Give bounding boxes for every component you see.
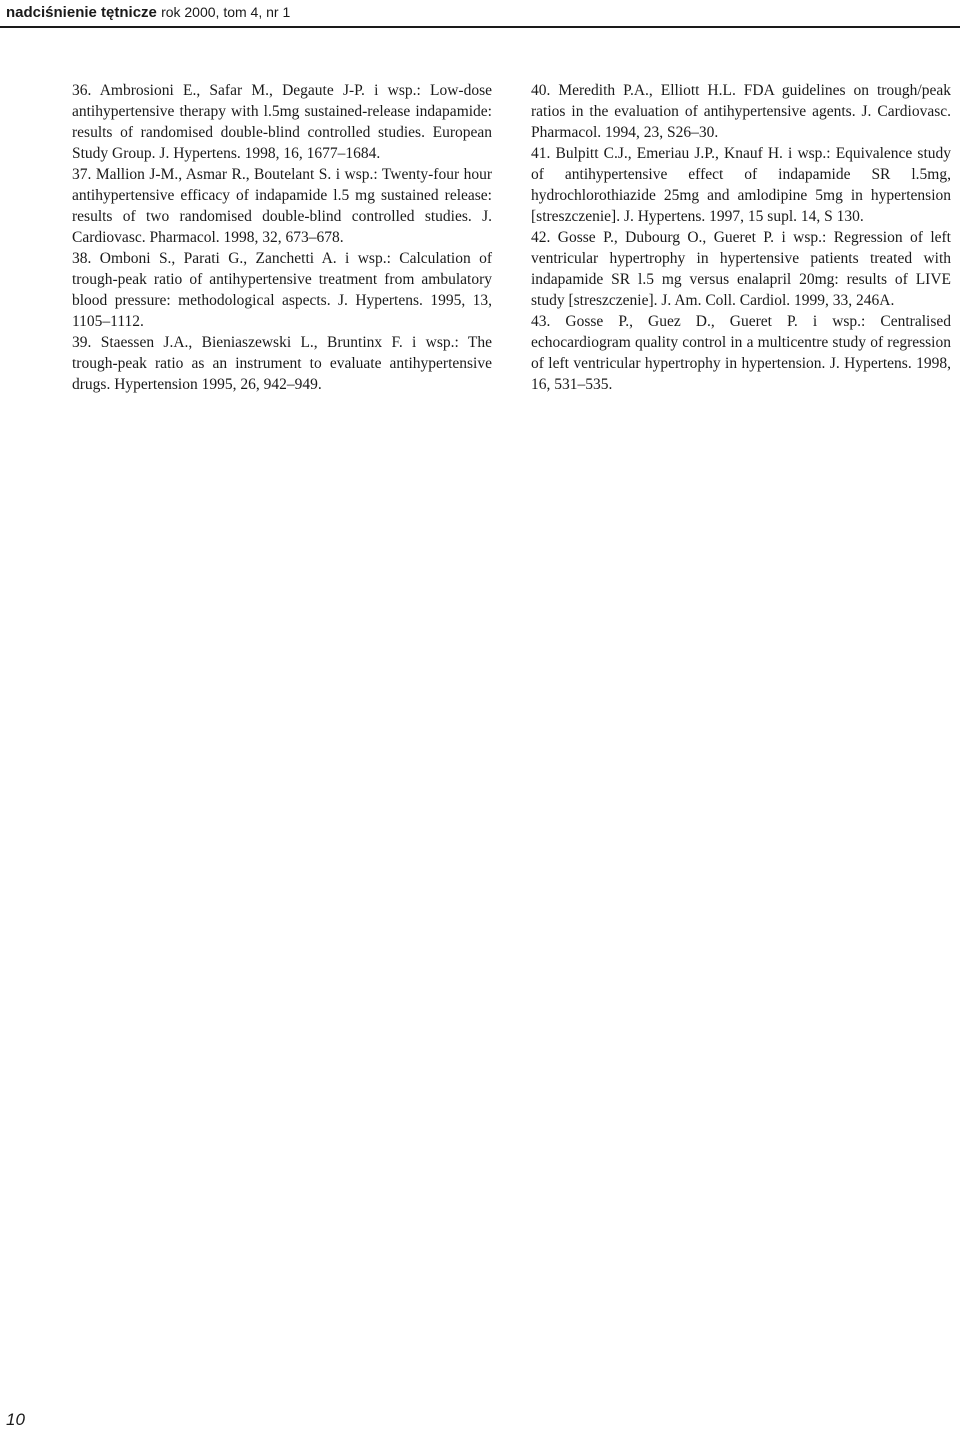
reference-36: 36. Ambrosioni E., Safar M., Degaute J-P. i wsp.: Low-dose antihypertensive therapy with l.5mg sustained-release indapamide: results of randomised double-blind controlled studies. European Study Group. J. Hypertens. 1998, 16, 1677–1684. [72, 82, 492, 162]
references-column-left [72, 80, 492, 395]
page-number: 10 [6, 1410, 25, 1429]
reference-37: 37. Mallion J-M., Asmar R., Boutelant S. i wsp.: Twenty-four hour antihypertensive efficacy of indapamide l.5 mg sustained release: results of two randomised double-blind controlled studies. J. Cardiovasc. Pharmacol. 1998, 32, 673–678. [72, 166, 492, 246]
header-rule [0, 26, 960, 28]
reference-40: 40. Meredith P.A., Elliott H.L. FDA guidelines on trough/peak ratios in the evaluation of antihypertensive agents. J. Cardiovasc. Pharmacol. 1994, 23, S26–30. [531, 82, 951, 141]
running-head [6, 2, 290, 23]
reference-41: 41. Bulpitt C.J., Emeriau J.P., Knauf H. i wsp.: Equivalence study of antihypertensive effect of indapamide SR l.5mg, hydrochlorothiazide 25mg and amlodipine 5mg in hypertension [streszczenie]. J. Hypertens. 1997, 15 supl. 14, S 130. [531, 145, 951, 225]
reference-39: 39. Staessen J.A., Bieniaszewski L., Bruntinx F. i wsp.: The trough-peak ratio as an instrument to evaluate antihypertensive drugs. Hypertension 1995, 26, 942–949. [72, 334, 492, 393]
reference-42: 42. Gosse P., Dubourg O., Gueret P. i wsp.: Regression of left ventricular hypertrophy in hypertensive patients treated with indapamide SR l.5 mg versus enalapril 20mg: results of LIVE study [streszczenie]. J. Am. Coll. Cardiol. 1999, 33, 246A. [531, 229, 951, 309]
references-column-right [531, 80, 951, 395]
reference-38: 38. Omboni S., Parati G., Zanchetti A. i wsp.: Calculation of trough-peak ratio of antihypertensive treatment from ambulatory blood pressure: methodological aspects. J. Hypertens. 1995, 13, 1105–1112. [72, 250, 492, 330]
issue-info: rok 2000, tom 4, nr 1 [161, 4, 291, 20]
journal-title: nadciśnienie tętnicze [6, 4, 157, 21]
reference-43: 43. Gosse P., Guez D., Gueret P. i wsp.: Centralised echocardiogram quality control in a multicentre study of regression of left ventricular hypertrophy in hypertension. J. Hypertens. 1998, 16, 531–535. [531, 313, 951, 393]
